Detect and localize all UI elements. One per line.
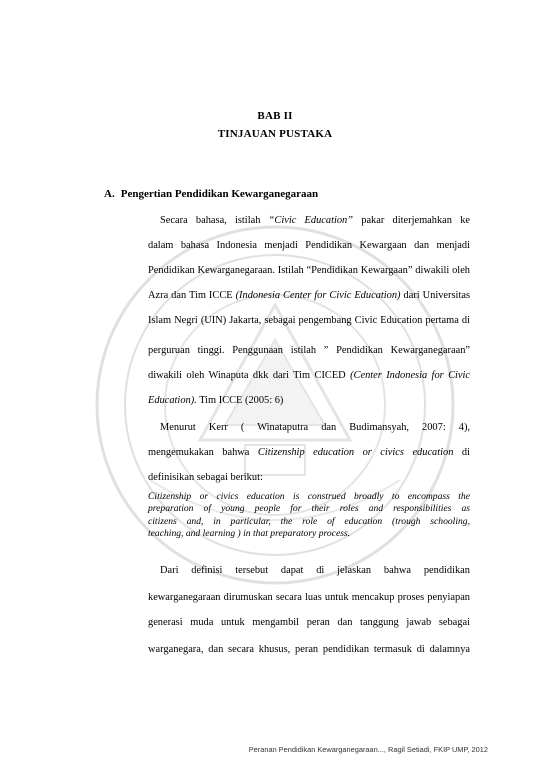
paragraph-line: Secara bahasa, istilah “Civic Education” pakar diterjemahkan ke (160, 215, 470, 226)
paragraph-line: definisikan sebagai berikut: (148, 472, 263, 483)
paragraph-line: kewarganegaraan dirumuskan secara luas untuk mencakup proses penyiapan (148, 592, 470, 603)
section-heading (104, 188, 318, 200)
paragraph-line: Education). Tim ICCE (2005: 6) (148, 395, 284, 406)
paragraph-line: warganegara, dan secara khusus, peran pendidikan termasuk di dalamnya (148, 644, 470, 655)
paragraph-line: Azra dan Tim ICCE (Indonesia Center for Civic Education) dari Universitas (148, 290, 470, 301)
quote-line: citizens and, in particular, the role of education (trough schooling, (148, 515, 470, 527)
paragraph-line: diwakili oleh Winaputa dkk dari Tim CICED (Center Indonesia for Civic (148, 370, 470, 381)
paragraph-line: perguruan tinggi. Penggunaan istilah ” Pendidikan Kewarganegaraan” (148, 345, 470, 356)
chapter-title: TINJAUAN PUSTAKA (217, 128, 333, 140)
paragraph-line: Dari definisi tersebut dapat di jelaskan bahwa pendidikan (160, 565, 470, 576)
paragraph-line: Menurut Kerr ( Winataputra dan Budimansyah, 2007: 4), (160, 422, 470, 433)
paragraph-line: dalam bahasa Indonesia menjadi Pendidikan Kewargaan dan menjadi (148, 240, 470, 251)
paragraph-line: Islam Negri (UIN) Jakarta, sebagai pengembang Civic Education pertama di (148, 315, 470, 326)
quote-line: Citizenship or civics education is construed broadly to encompass the (148, 491, 470, 502)
quote-line: preparation of young people for their roles and responsibilities as (148, 503, 470, 515)
paragraph-line: mengemukakan bahwa Citizenship education or civics education di (148, 447, 470, 458)
quote-line: teaching, and learning ) in that preparatory process. (148, 528, 351, 540)
section-title: Pengertian Pendidikan Kewarganegaraan (120, 188, 319, 200)
paragraph-line: Pendidikan Kewarganegaraan. Istilah “Pendidikan Kewargaan” diwakili oleh (148, 265, 470, 276)
section-number: A. (104, 188, 115, 200)
chapter-number: BAB II (257, 110, 293, 122)
paragraph-line: generasi muda untuk mengambil peran dan tanggung jawab sebagai (148, 617, 470, 628)
page-footer: Peranan Pendidikan Kewarganegaraan..., Ragil Setiadi, FKIP UMP, 2012 (248, 745, 488, 754)
block-quote (148, 491, 470, 541)
